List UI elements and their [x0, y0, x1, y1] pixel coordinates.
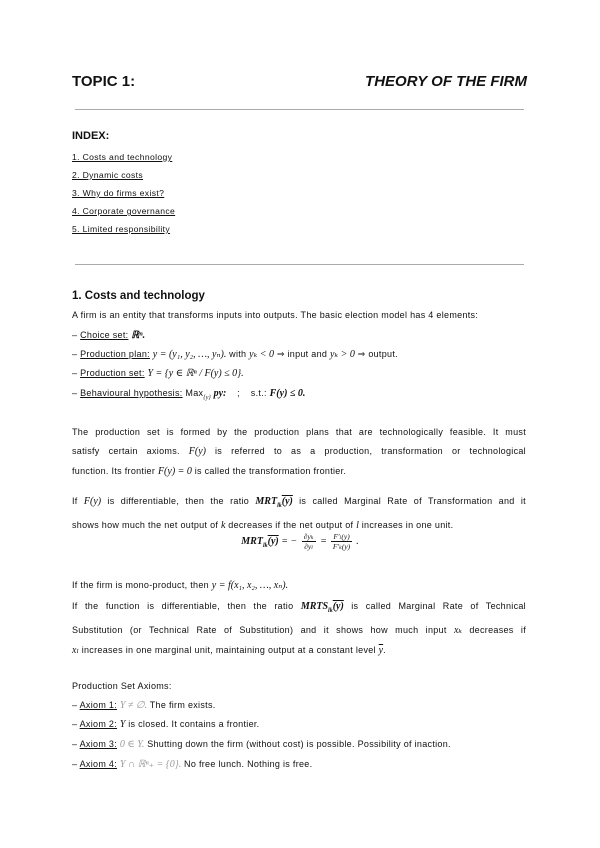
text-line: If F(y) is differentiable, then the ratio $MRT_{lk}(y)$ is called Marginal Rate of Transformation and it	[72, 496, 526, 509]
index-link-costs[interactable]: 1. Costs and technology	[72, 152, 173, 162]
axiom-4: – Axiom 4: Y ∩ ℝⁿ₊ = {0}. No free lunch. Nothing is free.	[72, 759, 313, 770]
divider	[75, 264, 524, 265]
axiom-3: – Axiom 3: 0 ∈ Y. Shutting down the firm (without cost) is possible. Possibility of inaction.	[72, 739, 451, 750]
text-line: shows how much the net output of k decreases if the net output of l increases in one unit.	[72, 520, 454, 532]
text-line: If the function is differentiable, then the ratio $MRTS_{lk}(y)$ is called Marginal Rate of Technical	[72, 601, 526, 614]
axioms-heading: Production Set Axioms:	[72, 681, 172, 691]
text-line: Substitution (or Technical Rate of Substitution) and it shows how much input xₖ decreases if	[72, 625, 526, 637]
element-production-plan: – Production plan: y = (y₁, y₂, …, yₙ). with yₖ < 0 ⇒ input and yₖ > 0 ⇒ output.	[72, 349, 398, 360]
axiom-2: – Axiom 2: Y is closed. It contains a frontier.	[72, 719, 260, 730]
yk-negative: yₖ < 0	[249, 349, 275, 360]
divider	[75, 109, 524, 110]
index-link-why-firms[interactable]: 3. Why do firms exist?	[72, 188, 165, 198]
choice-set-math: ℝⁿ.	[131, 330, 146, 341]
paragraph-mrt	[72, 492, 526, 536]
choice-set-label: Choice set:	[80, 330, 129, 340]
paragraph-production-set	[72, 423, 526, 481]
production-set-label: Production set:	[80, 368, 145, 378]
text-line: The production set is formed by the production plans that are technologically feasible. It must	[72, 427, 526, 437]
objective: py:	[213, 388, 227, 399]
index-heading: INDEX:	[72, 130, 110, 142]
text-line: satisfy certain axioms. F(y) is referred to as a production, transformation or technological	[72, 446, 526, 458]
behavioural-label: Behavioural hypothesis:	[80, 388, 183, 398]
element-behavioural-hypothesis: – Behavioural hypothesis: Max$_{\{y\}}$ py: ; s.t.: F(y) ≤ 0.	[72, 388, 306, 401]
index-link-limited-responsibility[interactable]: 5. Limited responsibility	[72, 224, 171, 234]
max-subscript: {y}	[203, 394, 211, 401]
text-line: function. Its frontier F(y) = 0 is called the transformation frontier.	[72, 465, 347, 477]
mono-product-line: If the firm is mono-product, then y = f(x₁, x₂, …, xₙ).	[72, 580, 289, 591]
dash: –	[72, 330, 81, 340]
max-text: Max	[185, 388, 204, 398]
element-production-set: – Production set: Y = {y ∈ ℝⁿ / F(y) ≤ 0}.	[72, 368, 244, 379]
fraction-partials: $\frac{\text{∂yₖ}}{\text{∂yₗ}}$	[303, 532, 314, 551]
mrt-formula: $MRT_{lk}(y)$ = − $\frac{\text{∂yₖ}}{\text{∂yₗ}}$ = $\frac{\text{F′ₗ(y)}}{\text{F′ₖ(y)}}$ .	[241, 532, 359, 551]
axiom-1: – Axiom 1: Y ≠ ∅. The firm exists.	[72, 700, 216, 711]
intro-line: A firm is an entity that transforms inputs into outputs. The basic election model has 4 elements:	[72, 310, 479, 320]
input-text: ⇒ input and	[276, 349, 328, 359]
constraint: F(y) ≤ 0.	[269, 388, 306, 399]
index-link-governance[interactable]: 4. Corporate governance	[72, 206, 176, 216]
production-set-math: Y = {y ∈ ℝⁿ / F(y) ≤ 0}.	[147, 368, 244, 379]
document-title: THEORY OF THE FIRM	[365, 73, 527, 90]
yk-positive: yₖ > 0	[330, 349, 355, 360]
paragraph-mrts	[72, 597, 526, 660]
production-plan-math: y = (y₁, y₂, …, yₙ).	[152, 349, 227, 360]
section-heading: 1. Costs and technology	[72, 290, 205, 302]
index-link-dynamic-costs[interactable]: 2. Dynamic costs	[72, 170, 144, 180]
st-text: s.t.:	[250, 388, 267, 398]
topic-label: TOPIC 1:	[72, 73, 136, 90]
output-text: ⇒ output.	[357, 349, 398, 359]
text-line: xₗ increases in one marginal unit, maintaining output at a constant level $\overline{y}$.	[72, 644, 386, 656]
element-choice-set	[72, 330, 145, 341]
fraction-derivatives: $\frac{\text{F′ₗ(y)}}{\text{F′ₖ(y)}}$	[332, 532, 351, 551]
with-text: with	[229, 349, 247, 359]
production-plan-label: Production plan:	[80, 349, 150, 359]
